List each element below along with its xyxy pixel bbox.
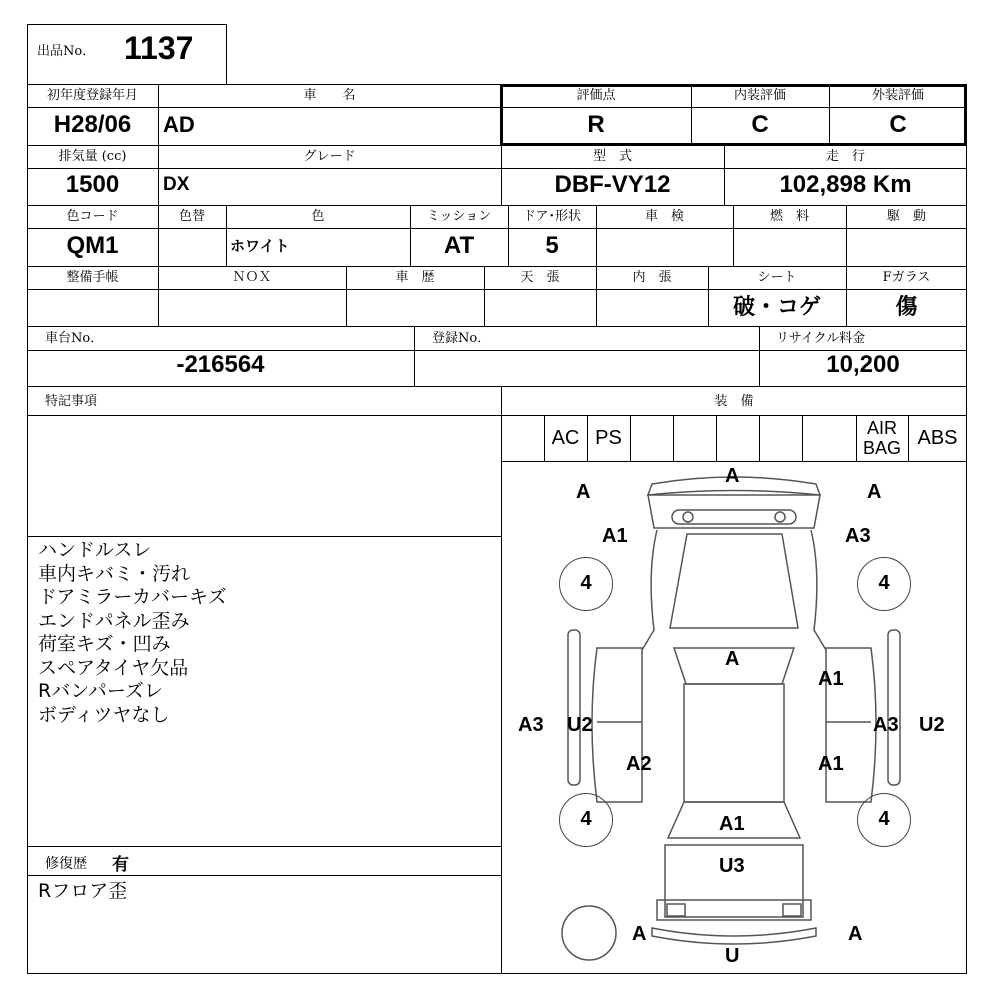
- mark-front-right-corner: A: [867, 481, 882, 503]
- exterior-label: 外装評価: [871, 88, 924, 103]
- tire-rear-right: 4: [857, 793, 911, 847]
- headliner-value: [484, 289, 596, 325]
- remark-line: ハンドルスレ: [38, 539, 152, 561]
- remarks-list: [38, 539, 227, 727]
- color-code-value: QM1: [66, 232, 119, 259]
- glass-label: Fガラス: [882, 270, 931, 285]
- remark-line: スペアタイヤ欠品: [38, 656, 189, 679]
- roof-outline: [684, 684, 784, 802]
- equipment-label: 装 備: [714, 394, 754, 409]
- score-label: 評価点: [576, 88, 616, 103]
- equip-cell-4: [630, 416, 673, 460]
- equip-cell-6: [716, 416, 759, 460]
- pillar-left: [568, 630, 580, 785]
- headlight-left: [683, 512, 693, 522]
- chassis-label: 車台No．: [45, 331, 104, 346]
- exterior-value: C: [889, 111, 907, 138]
- mark-left-rear-door: A2: [626, 753, 652, 775]
- car-name-label: 車 名: [303, 88, 356, 103]
- mark-right-side: A3: [873, 714, 899, 736]
- mark-rear-right-corner: A: [848, 923, 863, 945]
- mark-front-left-corner: A: [576, 481, 591, 503]
- equip-ac: AC: [551, 427, 580, 449]
- model-value: DBF-VY12: [554, 171, 671, 198]
- model-label: 型 式: [592, 149, 632, 164]
- remark-line: エンドパネル歪み: [38, 609, 190, 632]
- inspection-value: [596, 228, 733, 264]
- headliner-label: 天 張: [520, 270, 560, 285]
- side-left-outline: [592, 648, 642, 802]
- doors-value: 5: [545, 232, 559, 259]
- car-name-value: AD: [163, 112, 195, 137]
- interior-trim-value: [596, 289, 708, 325]
- transmission-label: ミッション: [426, 209, 492, 224]
- rear-light-right: [783, 904, 801, 916]
- service-book-value: [27, 289, 158, 325]
- fuel-label: 燃 料: [769, 209, 809, 224]
- mark-front-right-fender: A3: [845, 525, 871, 547]
- pillar-right: [888, 630, 900, 785]
- front-fender-left: [642, 530, 657, 650]
- first-reg-label: 初年度登録年月: [46, 88, 138, 103]
- service-book-label: 整備手帳: [66, 270, 119, 285]
- front-fender-right: [811, 530, 826, 650]
- tire-front-right: 4: [857, 557, 911, 611]
- equip-airbag: [856, 418, 908, 458]
- repair-note: Rフロア歪: [38, 880, 128, 902]
- color-code-label: 色コード: [66, 209, 119, 224]
- fuel-value: [733, 228, 846, 264]
- repaint-label: 色替: [178, 209, 205, 224]
- mark-right-front-door: A1: [818, 668, 844, 690]
- color-label: 色: [311, 209, 325, 224]
- remark-line: ボディツヤなし: [38, 703, 170, 726]
- interior-value: C: [751, 111, 769, 138]
- rear-bumper-lower: [652, 928, 816, 944]
- spare-tire-icon: [562, 906, 616, 960]
- registration-label: 登録No．: [432, 331, 491, 346]
- mark-left-side: A3: [518, 714, 544, 736]
- hood-outline: [670, 534, 798, 628]
- glass-value: 傷: [895, 294, 918, 320]
- displacement-value: 1500: [65, 171, 120, 198]
- mark-roof: A: [725, 648, 740, 670]
- tire-rear-left: 4: [559, 793, 613, 847]
- transmission-value: AT: [443, 232, 475, 259]
- recycle-label: リサイクル料金: [776, 331, 866, 346]
- airbag-bottom: BAG: [862, 438, 901, 458]
- airbag-top: AIR: [866, 418, 897, 438]
- rear-light-left: [667, 904, 685, 916]
- mark-right-sill: U2: [919, 714, 945, 736]
- chassis-value: -216564: [176, 351, 265, 378]
- interior-trim-label: 内 張: [632, 270, 672, 285]
- mark-rear-left-corner: A: [632, 923, 647, 945]
- equip-cell-1: [501, 416, 544, 460]
- registration-value: [414, 347, 759, 383]
- seat-label: シート: [757, 270, 797, 285]
- repair-value: 有: [112, 855, 129, 875]
- remark-line: ドアミラーカバーキズ: [38, 586, 227, 608]
- interior-label: 内装評価: [733, 88, 786, 103]
- score-value: R: [587, 111, 605, 138]
- remark-line: 荷室キズ・凹み: [38, 633, 171, 655]
- equip-cell-5: [673, 416, 716, 460]
- color-value: ホワイト: [230, 237, 290, 255]
- remark-line: 車内キバミ・汚れ: [38, 562, 191, 585]
- first-reg-value: H28/06: [53, 111, 132, 138]
- grade-label: グレード: [303, 149, 356, 164]
- doors-label: ドア･形状: [522, 209, 582, 224]
- mark-front-left-fender: A1: [602, 525, 628, 547]
- drive-value: [846, 228, 967, 264]
- drive-label: 駆 動: [886, 209, 926, 224]
- repaint-value: [158, 228, 226, 264]
- inspection-label: 車 検: [644, 209, 684, 224]
- mileage-label: 走 行: [825, 149, 865, 164]
- recycle-value: 10,200: [826, 351, 900, 378]
- grade-value: DX: [163, 174, 190, 195]
- tire-front-left: 4: [559, 557, 613, 611]
- nox-label: ＮＯＸ: [232, 270, 272, 285]
- remarks-label: 特記事項: [45, 394, 98, 409]
- lot-number: 1137: [124, 30, 194, 66]
- repair-label: 修復歴: [45, 856, 87, 872]
- equip-cell-7: [759, 416, 802, 460]
- history-value: [346, 289, 484, 325]
- mark-front-bumper: A: [725, 465, 740, 487]
- history-label: 車 歴: [395, 270, 435, 285]
- displacement-label: 排気量 (cc): [58, 149, 127, 164]
- mark-rear-window: A1: [719, 813, 745, 835]
- headlight-right: [775, 512, 785, 522]
- equip-abs: ABS: [917, 427, 958, 449]
- equip-cell-8: [802, 416, 856, 460]
- mark-right-rear-door: A1: [818, 753, 844, 775]
- remark-line: Rバンパーズレ: [38, 680, 163, 702]
- equip-ps: PS: [595, 427, 622, 449]
- nox-value: [158, 289, 346, 325]
- seat-value: 破・コゲ: [732, 294, 821, 320]
- mark-tailgate: U3: [719, 855, 745, 877]
- mileage-value: 102,898 Km: [779, 171, 912, 198]
- mark-rear-bumper: U: [725, 945, 740, 967]
- mark-left-sill: U2: [567, 714, 593, 736]
- lot-label: 出品No．: [37, 44, 96, 59]
